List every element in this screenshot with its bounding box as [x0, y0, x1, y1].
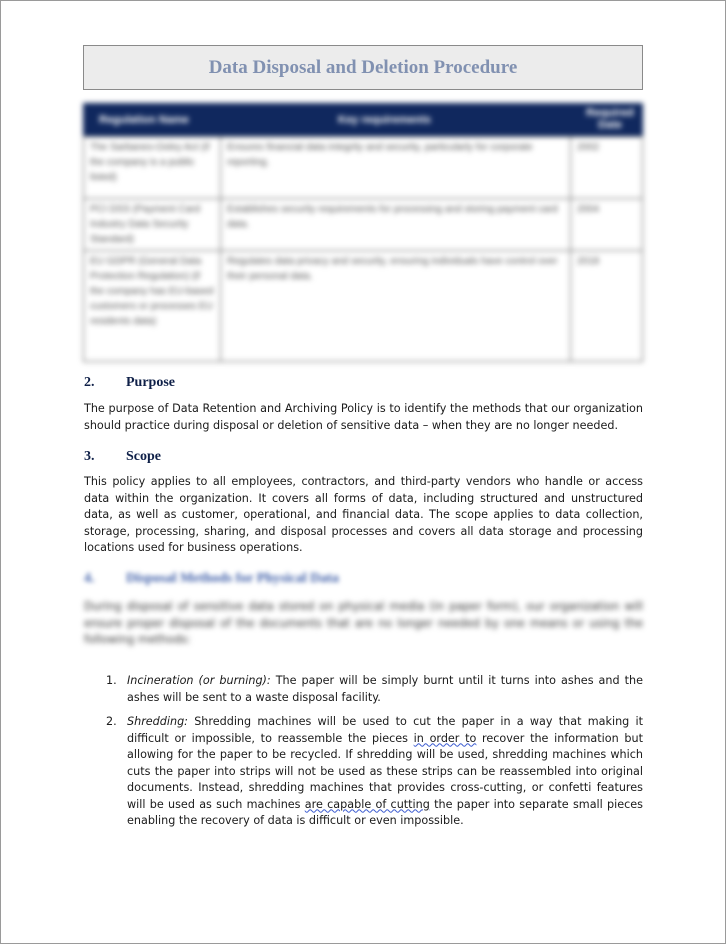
table-cell-name: EU GDPR (General Data Protection Regulation) (if the company has EU-based customers or processes EU residents data)	[90, 256, 214, 327]
regulations-table	[83, 103, 643, 361]
physical-disposal-paragraph: During disposal of sensitive data stored on physical media (in paper form), our organization will ensure proper disposal of the documents that are no longer needed by one means or using the following methods:	[84, 600, 643, 646]
section-number: 4.	[84, 571, 95, 586]
grammar-suggestion[interactable]: in order to	[413, 731, 477, 745]
table-cell-date: 2004	[577, 204, 600, 215]
table-cell-name: PCI DSS (Payment Card Industry Data Security Standard)	[90, 204, 201, 245]
table-cell-name: The Sarbanes-Oxley Act (if the company is a public listed)	[90, 142, 210, 183]
title-box	[83, 45, 643, 90]
section-number: 2.	[84, 375, 95, 390]
table-row-divider	[84, 250, 642, 251]
method-description: The paper will be simply burnt until it turns into ashes and the ashes will be sent to a waste disposal facility.	[127, 674, 643, 704]
table-cell-date: 2018	[577, 256, 600, 267]
document-title: Data Disposal and Deletion Procedure	[208, 56, 518, 78]
method-name: Shredding:	[127, 715, 188, 728]
table-cell-requirement: Establishes security requirements for processing and storing payment card data.	[227, 204, 558, 230]
table-header-name: Regulation Name	[99, 114, 189, 126]
physical-disposal-heading	[84, 571, 484, 587]
list-number: 2.	[106, 715, 117, 728]
section-number: 3.	[84, 449, 95, 464]
list-number: 1.	[106, 674, 117, 687]
list-text	[127, 714, 643, 830]
table-column-divider	[570, 137, 571, 361]
list-text	[127, 673, 643, 706]
table-cell-requirement: Ensures financial data integrity and security, particularly for corporate reporting.	[227, 142, 533, 168]
section-title: Scope	[126, 449, 161, 464]
purpose-heading	[84, 375, 175, 391]
scope-heading	[84, 449, 161, 465]
table-header-row	[83, 103, 643, 136]
purpose-paragraph: The purpose of Data Retention and Archiving Policy is to identify the methods that our organization should practice during disposal or deletion of sensitive data – when they are no longer needed.	[84, 402, 643, 432]
table-column-divider	[220, 137, 221, 361]
section-title: Purpose	[126, 375, 175, 390]
table-header-requirements: Key requirements	[338, 114, 431, 126]
table-cell-requirement: Regulates data privacy and security, ensuring individuals have control over their personal data.	[227, 256, 558, 282]
section-title: Disposal Methods for Physical Data	[126, 571, 339, 586]
grammar-suggestion[interactable]: are capable of cutting	[304, 797, 430, 811]
table-body	[83, 136, 643, 362]
method-name: Incineration (or burning):	[127, 674, 271, 687]
table-row-divider	[84, 198, 642, 199]
table-cell-date: 2002	[577, 142, 600, 153]
table-header-date: Required Date	[586, 107, 634, 131]
scope-paragraph: This policy applies to all employees, contractors, and third-party vendors who handle or access data within the organization. It covers all forms of data, including structured and unstructured data, as well as customer, operational, and financial data. The scope applies to data collection, storage, processing, sharing, and disposal processes and covers all data storage and processing locations used for business operations.	[84, 475, 643, 554]
method-description: the paper into separate small pieces enabling the recovery of data is difficult or even impossible.	[127, 797, 643, 827]
method-description: recover the information but allowing for the paper to be recycled. If shredding will be used, shredding machines which cuts the paper into strips will not be used as these strips can be reassembled into original documents. Instead, shredding machines that provides cross-cutting, or confetti features will be used as such machines	[127, 731, 643, 811]
method-description: Shredding machines will be used to cut the paper in a way that making it difficult or impossible, to reassemble the pieces	[127, 715, 643, 745]
